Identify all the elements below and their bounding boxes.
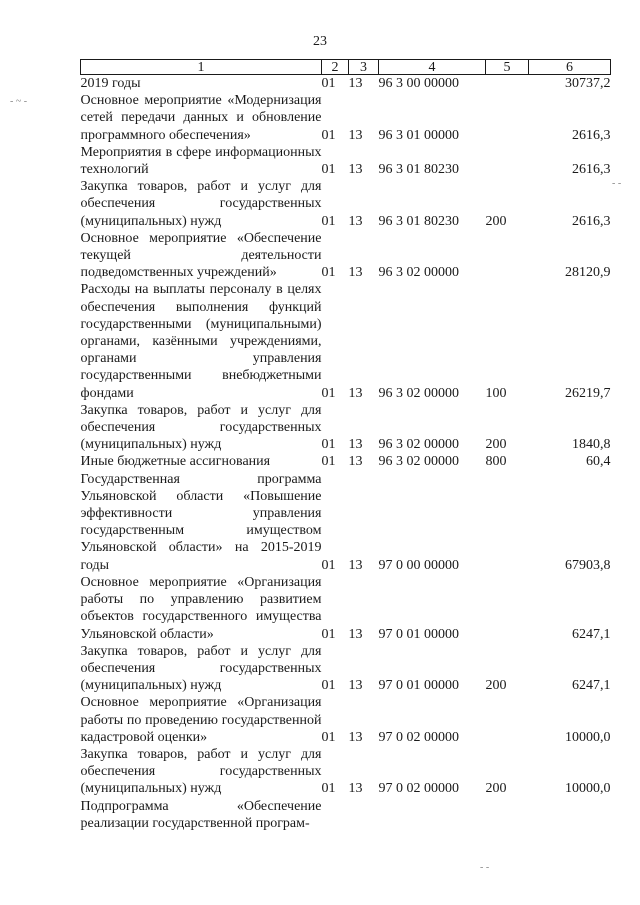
row-name: Закупка товаров, работ и услуг для обеспечения государственных (муниципальных) нужд	[80, 179, 322, 229]
row-target-code: 96 3 02 00000	[378, 437, 459, 453]
row-target-code: 97 0 01 00000	[378, 626, 459, 642]
row-amount: 2616,3	[572, 162, 611, 178]
row-name: Мероприятия в сфере информационных технологий	[80, 144, 322, 178]
row-name: Основное мероприятие «Организация работы по управлению развитием объектов государственного имущества Ульяновской области»	[80, 574, 322, 642]
row-expense-type: 200	[485, 781, 507, 797]
row-amount	[529, 798, 611, 832]
row-subsection: 13	[348, 729, 363, 745]
row-subsection: 13	[348, 385, 363, 401]
row-amount: 2616,3	[572, 213, 611, 229]
table-row	[81, 798, 611, 832]
row-subsection: 13	[348, 437, 363, 453]
row-section: 01	[321, 162, 336, 178]
row-name: Государственная программа Ульяновской области «Повышение эффективности управления государственным имуществом Ульяновской области» на 2015-2019 годы	[80, 471, 322, 573]
table-row	[81, 471, 611, 574]
row-target-code: 96 3 01 80230	[378, 213, 459, 229]
row-amount: 10000,0	[565, 729, 611, 745]
table-row	[81, 574, 611, 643]
row-section: 01	[321, 265, 336, 281]
table-row	[81, 402, 611, 454]
row-name: Иные бюджетные ассигнования	[80, 454, 271, 470]
table-row	[81, 746, 611, 798]
row-section: 01	[321, 127, 336, 143]
row-expense-type	[486, 798, 529, 832]
row-amount: 67903,8	[565, 557, 611, 573]
table-row	[81, 453, 611, 470]
row-amount: 6247,1	[572, 678, 611, 694]
row-expense-type	[486, 694, 529, 746]
row-expense-type	[486, 471, 529, 574]
row-name: Основное мероприятие «Организация работы по проведению государственной кадастровой оценки»	[80, 695, 322, 745]
row-name: Подпрограмма «Обеспечение реализации государственной програм-	[80, 798, 322, 831]
header-col-1: 1	[81, 60, 322, 75]
header-col-5: 5	[486, 60, 529, 75]
row-subsection: 13	[348, 454, 363, 470]
row-expense-type	[486, 230, 529, 282]
row-amount: 6247,1	[572, 626, 611, 642]
row-subsection: 13	[348, 76, 363, 91]
row-expense-type	[486, 144, 529, 178]
row-amount: 10000,0	[565, 781, 611, 797]
row-section: 01	[321, 76, 336, 91]
row-name: Закупка товаров, работ и услуг для обеспечения государственных (муниципальных) нужд	[80, 643, 322, 694]
header-col-2: 2	[322, 60, 349, 75]
row-section: 01	[321, 385, 336, 401]
row-amount: 60,4	[586, 454, 611, 470]
row-target-code: 96 3 02 00000	[378, 385, 459, 401]
row-subsection: 13	[348, 162, 363, 178]
scan-artifact: - ~ -	[10, 96, 28, 107]
row-subsection	[349, 798, 379, 832]
row-subsection: 13	[348, 557, 363, 573]
row-section: 01	[321, 437, 336, 453]
table-row	[81, 92, 611, 144]
row-amount: 2616,3	[572, 127, 611, 143]
row-subsection: 13	[348, 781, 363, 797]
row-target-code: 97 0 02 00000	[378, 781, 459, 797]
row-amount: 30737,2	[565, 76, 611, 91]
row-section: 01	[321, 557, 336, 573]
row-section: 01	[321, 213, 336, 229]
table-row	[81, 144, 611, 178]
row-section: 01	[321, 626, 336, 642]
table-row	[81, 281, 611, 401]
table-row	[81, 643, 611, 695]
table-row	[81, 75, 611, 93]
row-section: 01	[321, 729, 336, 745]
header-col-3: 3	[349, 60, 379, 75]
row-name: Основное мероприятие «Обеспечение текущей деятельности подведомственных учреждений»	[80, 230, 322, 281]
row-subsection: 13	[348, 678, 363, 694]
row-target-code: 96 3 01 80230	[378, 162, 459, 178]
row-subsection: 13	[348, 626, 363, 642]
row-expense-type: 200	[485, 437, 507, 453]
row-amount: 26219,7	[565, 385, 611, 401]
row-target-code: 96 3 02 00000	[378, 454, 459, 470]
header-col-4: 4	[379, 60, 486, 75]
row-expense-type: 200	[485, 213, 507, 229]
row-expense-type	[486, 574, 529, 643]
table-row	[81, 694, 611, 746]
scan-artifact: - -	[480, 862, 490, 873]
row-expense-type: 200	[485, 678, 507, 694]
budget-table	[80, 59, 611, 832]
row-section: 01	[321, 781, 336, 797]
row-name: 2019 годы	[80, 76, 141, 91]
row-expense-type	[486, 92, 529, 144]
row-name: Расходы на выплаты персоналу в целях обеспечения выполнения функций государственными (муниципальными) органами, казёнными учреждениями, органами управления государственными внебюджетными фондами	[80, 282, 322, 401]
row-subsection: 13	[348, 127, 363, 143]
scan-artifact: - -	[612, 178, 622, 189]
row-target-code: 97 0 02 00000	[378, 729, 459, 745]
row-target-code: 96 3 00 00000	[378, 76, 459, 91]
row-section: 01	[321, 454, 336, 470]
row-expense-type: 100	[485, 385, 507, 401]
row-name: Закупка товаров, работ и услуг для обеспечения государственных (муниципальных) нужд	[80, 746, 322, 797]
header-col-6: 6	[529, 60, 611, 75]
row-target-code: 96 3 01 00000	[378, 127, 459, 143]
row-target-code: 97 0 00 00000	[378, 557, 459, 573]
row-target-code	[379, 798, 486, 832]
row-name: Закупка товаров, работ и услуг для обеспечения государственных (муниципальных) нужд	[80, 402, 322, 453]
page-number: 23	[313, 34, 327, 49]
header-row	[81, 60, 611, 75]
row-expense-type	[486, 75, 529, 93]
table-row	[81, 178, 611, 230]
row-amount: 1840,8	[572, 437, 611, 453]
row-section	[322, 798, 349, 832]
row-expense-type: 800	[485, 454, 507, 470]
table-row	[81, 230, 611, 282]
row-target-code: 96 3 02 00000	[378, 265, 459, 281]
row-target-code: 97 0 01 00000	[378, 678, 459, 694]
row-amount: 28120,9	[565, 265, 611, 281]
row-name: Основное мероприятие «Модернизация сетей передачи данных и обновление программного обеспечения»	[80, 93, 322, 143]
row-subsection: 13	[348, 213, 363, 229]
row-subsection: 13	[348, 265, 363, 281]
row-section: 01	[321, 678, 336, 694]
